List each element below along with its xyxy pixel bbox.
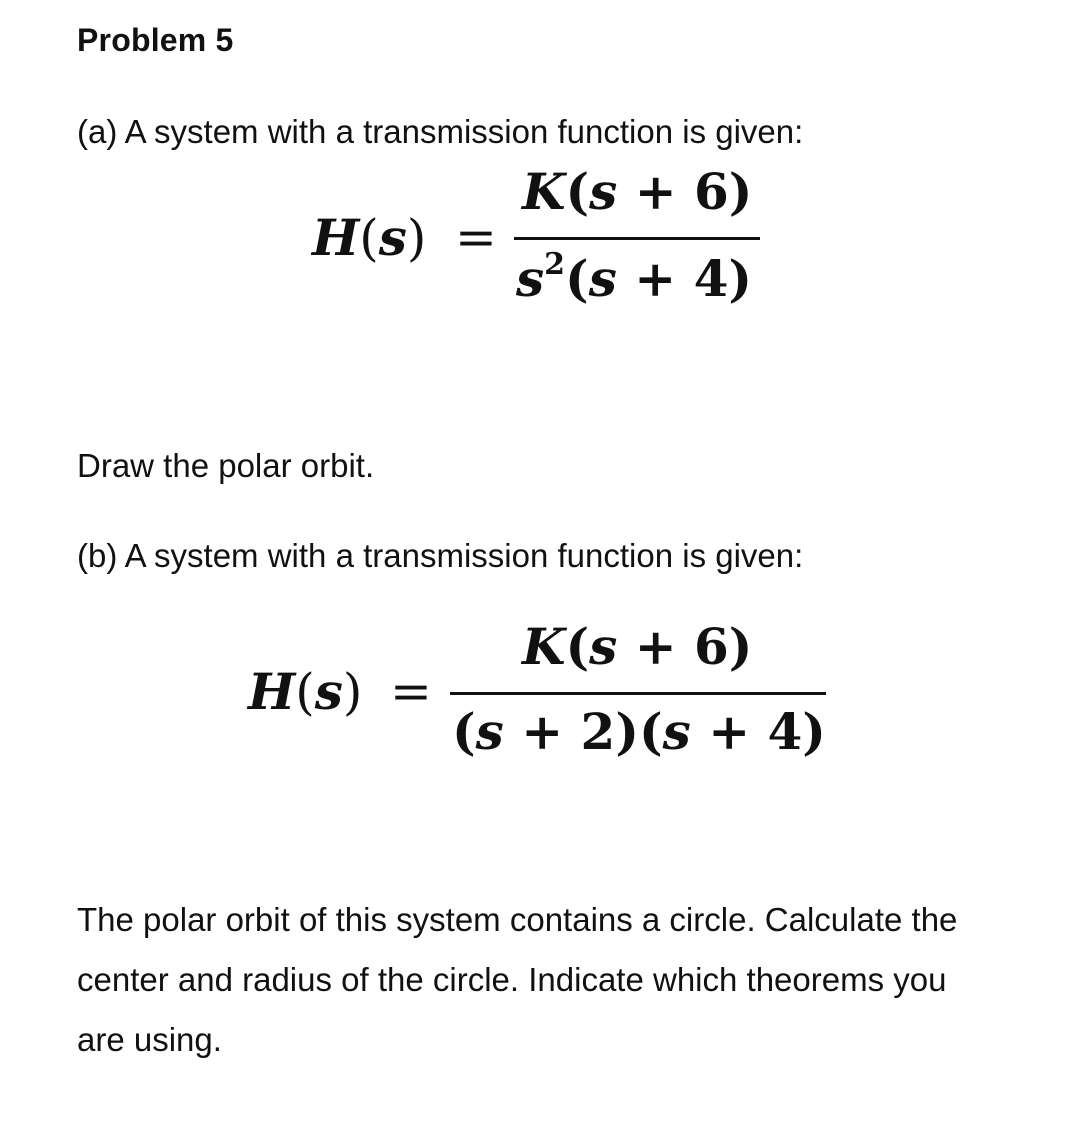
part-b-num-gain: K: [522, 617, 566, 676]
part-a-fraction-bar: [514, 237, 760, 240]
part-b-task: The polar orbit of this system contains a circle. Calculate the center and radius of the circle. Indicate which theorems you are using.: [77, 901, 958, 1058]
part-a-den-var: s: [516, 249, 545, 308]
part-a-intro: (a) A system with a transmission function is given:: [77, 113, 804, 150]
part-a-denominator: $s^2(s + 4)$: [516, 247, 753, 308]
part-a-num-gain: K: [522, 162, 566, 221]
part-b-den-var2: s: [662, 702, 691, 761]
part-b-lhs-argument: s: [314, 662, 343, 721]
part-b-equals: =: [390, 662, 432, 720]
part-b-intro: (b) A system with a transmission function is given:: [77, 537, 804, 574]
part-a-den-exponent: 2: [544, 247, 566, 282]
part-a-numerator: K(s + 6): [522, 162, 753, 221]
part-b-lhs: H(s): [248, 662, 363, 721]
part-a-lhs: H(s): [312, 208, 427, 267]
part-b-num-var: s: [589, 617, 618, 676]
part-a-task: Draw the polar orbit.: [77, 447, 375, 484]
part-b-den-var1: s: [475, 702, 504, 761]
part-a-num-var: s: [589, 162, 618, 221]
problem-title: Problem 5: [77, 22, 234, 58]
part-b-lhs-function: H: [248, 662, 296, 721]
part-a-lhs-function: H: [312, 208, 360, 267]
part-b-numerator: K(s + 6): [522, 617, 753, 676]
part-b-denominator: (s + 2)(s + 4): [452, 702, 826, 761]
part-a-den-var2: s: [588, 249, 617, 308]
part-a-equals: =: [455, 208, 497, 266]
part-a-lhs-argument: s: [378, 208, 407, 267]
part-b-fraction-bar: [450, 692, 826, 695]
